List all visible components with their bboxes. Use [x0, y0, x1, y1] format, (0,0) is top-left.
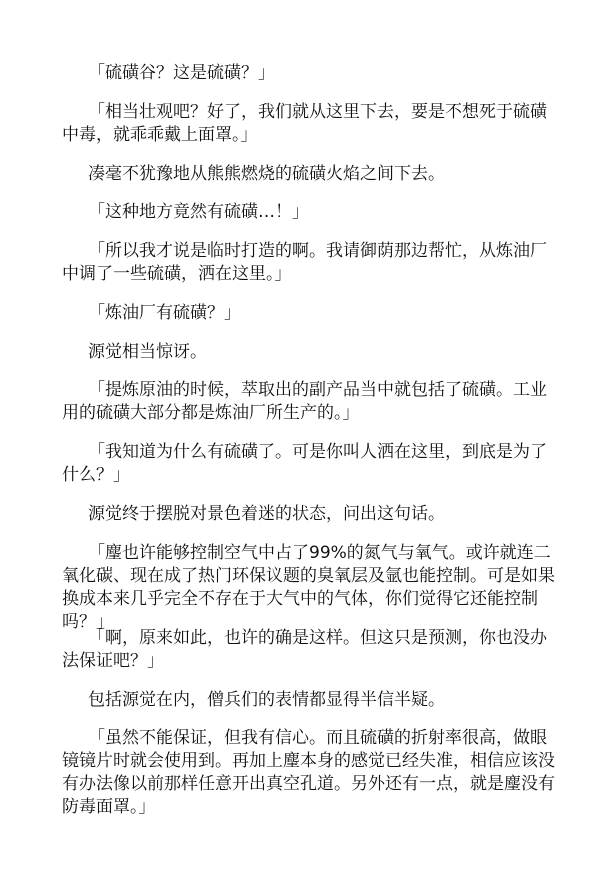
paragraph-11: 「麈也许能够控制空气中占了99%的氮气与氧气。或许就连二氧化碳、现在成了热门环保议题的臭氧层及氩也能控制。可是如果换成本来几乎完全不存在于大气中的气体，你们觉得它还能控制吗？」 [62, 543, 555, 632]
paragraph-14: 「虽然不能保证，但我有信心。而且硫磺的折射率很高，做眼镜镜片时就会使用到。再加上麈本身的感觉已经失准，相信应该没有办法像以前那样任意开出真空孔道。另外还有一点，就是麈没有防毒面罩。」 [62, 728, 555, 817]
paragraph-6: 「炼油厂有硫磺？」 [88, 303, 241, 323]
paragraph-9: 「我知道为什么有硫磺了。可是你叫人洒在这里，到底是为了什么？」 [62, 442, 547, 485]
paragraph-3: 凑毫不犹豫地从熊熊燃烧的硫磺火焰之间下去。 [88, 164, 445, 184]
paragraph-5: 「所以我才说是临时打造的啊。我请御荫那边帮忙，从炼油厂中调了一些硫磺，洒在这里。」 [62, 241, 547, 284]
paragraph-13: 包括源觉在内，僧兵们的表情都显得半信半疑。 [88, 690, 445, 710]
paragraph-2: 「相当壮观吧？好了，我们就从这里下去，要是不想死于硫磺中毒，就乖乖戴上面罩。」 [62, 102, 547, 145]
paragraph-4: 「这种地方竟然有硫磺…！」 [88, 202, 309, 222]
paragraph-8: 「提炼原油的时候，萃取出的副产品当中就包括了硫磺。工业用的硫磺大部分都是炼油厂所生产的。」 [62, 380, 547, 423]
paragraph-7: 源觉相当惊讶。 [88, 342, 207, 362]
paragraph-10: 源觉终于摆脱对景色着迷的状态，问出这句话。 [88, 504, 445, 524]
paragraph-12: 「啊，原来如此，也许的确是这样。但这只是预测，你也没办法保证吧？」 [62, 628, 547, 671]
paragraph-1: 「硫磺谷？这是硫磺？」 [88, 63, 275, 83]
